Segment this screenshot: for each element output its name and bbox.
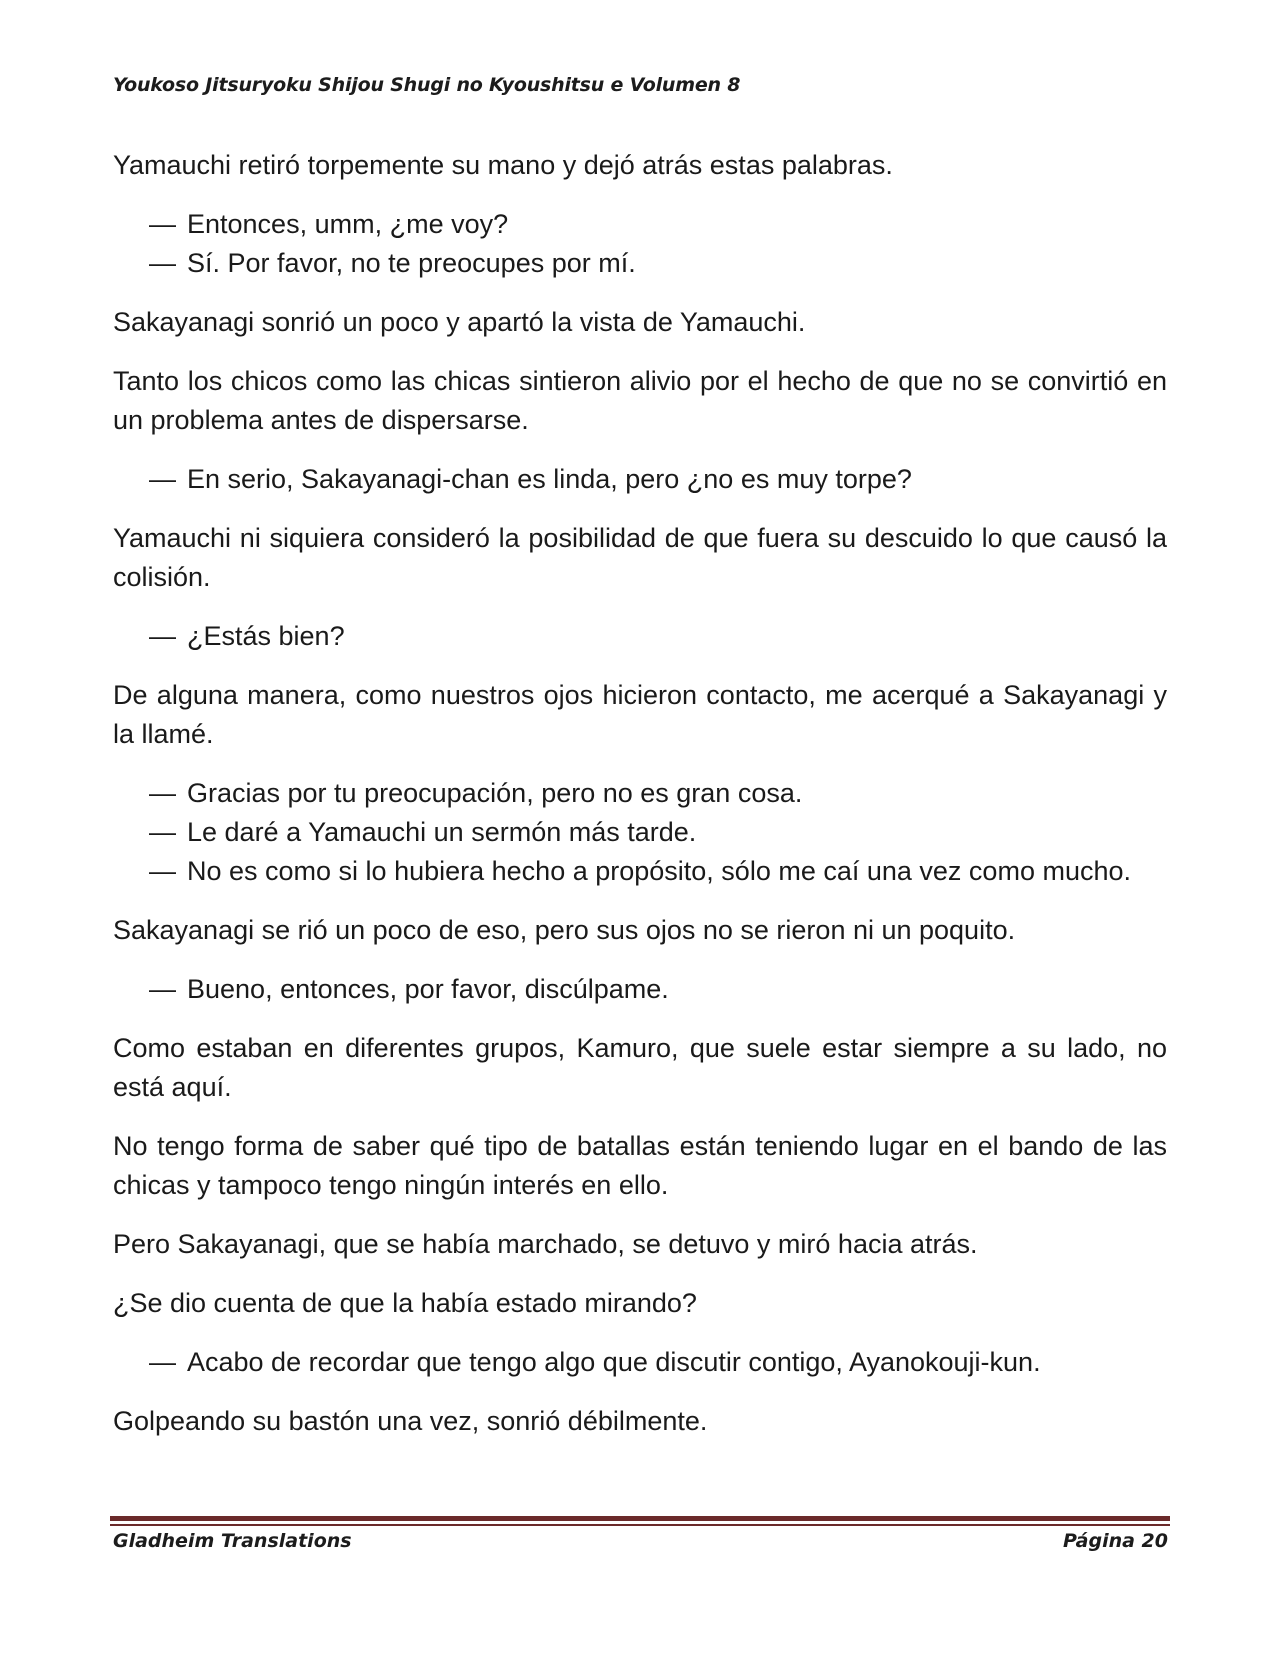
footer-divider-thin — [110, 1524, 1170, 1526]
dialog-text: Acabo de recordar que tengo algo que discutir contigo, Ayanokouji-kun. — [187, 1347, 1041, 1377]
dialog-dash: — — [149, 856, 176, 886]
dialog-dash: — — [149, 778, 176, 808]
dialog-line — [113, 244, 1167, 283]
dialog-dash: — — [149, 209, 176, 239]
dialog-group — [113, 970, 1167, 1009]
dialog-group — [113, 774, 1167, 891]
dialog-dash: — — [149, 974, 176, 1004]
dialog-dash: — — [149, 817, 176, 847]
paragraph: Tanto los chicos como las chicas sintieron alivio por el hecho de que no se convirtió en un problema antes de dispersarse. — [113, 366, 1167, 435]
paragraph: ¿Se dio cuenta de que la había estado mirando? — [113, 1288, 697, 1318]
dialog-text: Entonces, umm, ¿me voy? — [187, 209, 509, 239]
dialog-line — [113, 617, 1167, 656]
dialog-group — [113, 205, 1167, 283]
dialog-text: Le daré a Yamauchi un sermón más tarde. — [187, 817, 697, 847]
dialog-line — [113, 1343, 1167, 1382]
paragraph: Sakayanagi se rió un poco de eso, pero sus ojos no se rieron ni un poquito. — [113, 915, 1016, 945]
dialog-dash: — — [149, 248, 176, 278]
dialog-dash: — — [149, 1347, 176, 1377]
dialog-text: ¿Estás bien? — [187, 621, 345, 651]
paragraph: Sakayanagi sonrió un poco y apartó la vista de Yamauchi. — [113, 307, 806, 337]
paragraph: Como estaban en diferentes grupos, Kamuro, que suele estar siempre a su lado, no está aquí. — [113, 1033, 1167, 1102]
dialog-group — [113, 460, 1167, 499]
dialog-text: No es como si lo hubiera hecho a propósito, sólo me caí una vez como mucho. — [187, 856, 1131, 886]
footer-page-number: Página 20 — [1062, 1530, 1168, 1552]
dialog-dash: — — [149, 464, 176, 494]
page-header-title: Youkoso Jitsuryoku Shijou Shugi no Kyoushitsu e Volumen 8 — [113, 74, 741, 96]
dialog-text: Sí. Por favor, no te preocupes por mí. — [187, 248, 636, 278]
footer-divider — [110, 1516, 1170, 1521]
dialog-line — [113, 970, 1167, 1009]
dialog-line — [113, 813, 1167, 852]
paragraph: No tengo forma de saber qué tipo de batallas están teniendo lugar en el bando de las chicas y tampoco tengo ningún interés en ello. — [113, 1131, 1167, 1200]
paragraph: Golpeando su bastón una vez, sonrió débilmente. — [113, 1406, 708, 1436]
dialog-line — [113, 852, 1167, 891]
page-body — [113, 146, 1167, 1441]
dialog-group — [113, 1343, 1167, 1382]
paragraph: Yamauchi ni siquiera consideró la posibilidad de que fuera su descuido lo que causó la colisión. — [113, 523, 1167, 592]
dialog-text: Gracias por tu preocupación, pero no es gran cosa. — [187, 778, 803, 808]
footer-translator: Gladheim Translations — [113, 1530, 352, 1552]
dialog-line — [113, 774, 1167, 813]
dialog-dash: — — [149, 621, 176, 651]
dialog-line — [113, 205, 1167, 244]
dialog-text: En serio, Sakayanagi-chan es linda, pero ¿no es muy torpe? — [187, 464, 912, 494]
dialog-text: Bueno, entonces, por favor, discúlpame. — [187, 974, 669, 1004]
paragraph: Pero Sakayanagi, que se había marchado, se detuvo y miró hacia atrás. — [113, 1229, 978, 1259]
paragraph: De alguna manera, como nuestros ojos hicieron contacto, me acerqué a Sakayanagi y la llamé. — [113, 680, 1167, 749]
dialog-group — [113, 617, 1167, 656]
dialog-line — [113, 460, 1167, 499]
paragraph: Yamauchi retiró torpemente su mano y dejó atrás estas palabras. — [113, 150, 893, 180]
